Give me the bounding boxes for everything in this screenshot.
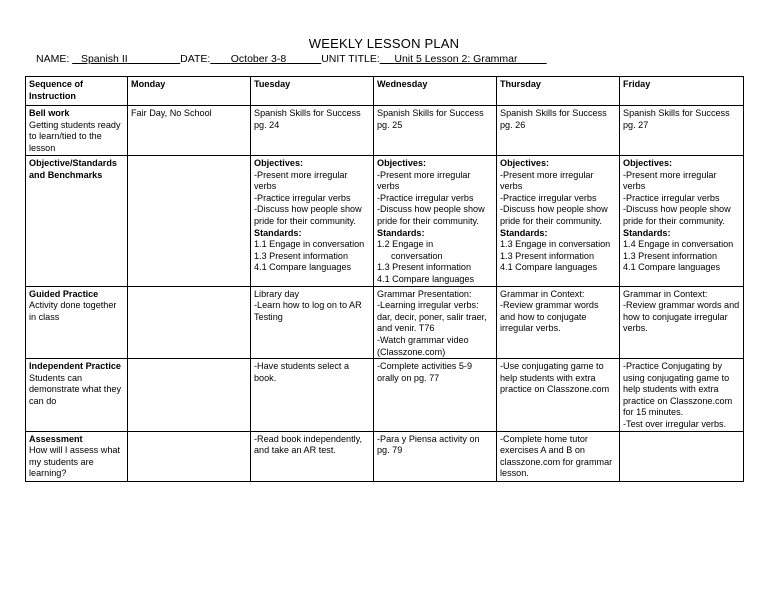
unit-value: Unit 5 Lesson 2: Grammar	[394, 53, 518, 65]
assessment-label: Assessment	[29, 433, 83, 444]
objectives-friday	[620, 156, 744, 287]
objective-item: -Practice irregular verbs	[623, 192, 720, 203]
objective-item: -Discuss how people show pride for their community.	[377, 204, 485, 226]
guided-item: -Learning irregular verbs: dar, decir, poner, salir traer, and venir. T76	[377, 300, 487, 334]
objective-item: -Present more irregular verbs	[623, 169, 717, 192]
guided-item: -Review grammar words and how to conjugate irregular verbs.	[500, 300, 599, 334]
independent-item: -Practice Conjugating by using conjugating game to help students with extra practice on Classzone.com for 15 minutes.	[623, 361, 733, 418]
independent-wednesday: -Complete activities 5-9 orally on pg. 77	[374, 359, 497, 432]
bellwork-wednesday: Spanish Skills for Success pg. 25	[374, 106, 497, 156]
independent-label-cell	[26, 359, 128, 432]
page-title: WEEKLY LESSON PLAN	[308, 36, 460, 51]
header-row	[26, 77, 744, 106]
objective-item: -Present more irregular verbs	[254, 169, 348, 192]
standard-item: 1.1 Engage in conversation	[254, 239, 365, 250]
guided-row	[26, 286, 744, 359]
objectives-tuesday	[251, 156, 374, 287]
objective-item: -Discuss how people show pride for their community.	[500, 204, 608, 226]
assessment-label-cell	[26, 431, 128, 481]
assessment-friday	[620, 431, 744, 481]
guided-item: Grammar Presentation:	[377, 288, 472, 299]
standard-item: 1.2 Engage in	[377, 239, 434, 250]
independent-item: -Test over irregular verbs.	[623, 419, 727, 430]
independent-thursday: -Use conjugating game to help students with extra practice on Classzone.com	[497, 359, 620, 432]
guided-item: Grammar in Context:	[623, 288, 708, 299]
guided-item: Library day	[254, 288, 299, 299]
assessment-wednesday: -Para y Piensa activity on pg. 79	[374, 431, 497, 481]
objective-item: -Present more irregular verbs	[500, 169, 594, 192]
standard-item: 1.4 Engage in conversation	[623, 239, 734, 250]
standard-item: 4.1 Compare languages	[377, 273, 475, 284]
objective-item: -Discuss how people show pride for their community.	[254, 204, 362, 226]
guided-desc: Activity done together in class	[29, 300, 117, 322]
objectives-label-cell	[26, 156, 128, 287]
assessment-monday	[128, 431, 251, 481]
unit-label: UNIT TITLE:	[321, 53, 380, 65]
header-monday: Monday	[128, 77, 251, 106]
bellwork-tuesday: Spanish Skills for Success pg. 24	[251, 106, 374, 156]
date-value: October 3-8	[230, 53, 287, 65]
objectives-thursday	[497, 156, 620, 287]
independent-friday	[620, 359, 744, 432]
independent-monday	[128, 359, 251, 432]
header-wednesday: Wednesday	[374, 77, 497, 106]
bellwork-label-cell	[26, 106, 128, 156]
guided-item: -Review grammar words and how to conjugate irregular verbs.	[623, 300, 740, 334]
standard-item: 4.1 Compare languages	[623, 262, 721, 273]
name-value: Spanish II	[80, 53, 128, 65]
header-thursday: Thursday	[497, 77, 620, 106]
objectives-wednesday	[374, 156, 497, 287]
guided-tuesday	[251, 286, 374, 359]
guided-item: Grammar in Context:	[500, 288, 585, 299]
standards-heading: Standards:	[254, 227, 302, 238]
objectives-heading: Objectives:	[623, 158, 673, 168]
assessment-tuesday: -Read book independently, and take an AR test.	[251, 431, 374, 481]
objectives-label: Objective/Standards and Benchmarks	[29, 158, 117, 180]
guided-item: -Learn how to log on to AR Testing	[254, 300, 362, 322]
objective-item: -Practice irregular verbs	[377, 192, 474, 203]
objectives-heading: Objectives:	[377, 158, 427, 168]
independent-label: Independent Practice	[29, 361, 121, 372]
independent-tuesday: -Have students select a book.	[251, 359, 374, 432]
objective-item: -Discuss how people show pride for their community.	[623, 204, 731, 226]
guided-wednesday	[374, 286, 497, 359]
header-tuesday: Tuesday	[251, 77, 374, 106]
bellwork-monday: Fair Day, No School	[128, 106, 251, 156]
guided-label: Guided Practice	[29, 288, 99, 299]
standard-item: 1.3 Engage in conversation	[500, 239, 611, 250]
standards-heading: Standards:	[623, 227, 671, 238]
standard-item: 4.1 Compare languages	[254, 262, 352, 273]
independent-desc: Students can demonstrate what they can do	[29, 372, 121, 406]
bellwork-friday: Spanish Skills for Success pg. 27	[620, 106, 744, 156]
objective-item: -Present more irregular verbs	[377, 169, 471, 192]
independent-row	[26, 359, 744, 432]
bellwork-desc: Getting students ready to learn/tied to the lesson	[29, 119, 121, 153]
info-line	[36, 53, 547, 65]
guided-monday	[128, 286, 251, 359]
guided-friday	[620, 286, 744, 359]
assessment-thursday: -Complete home tutor exercises A and B on classzone.com for grammar lesson.	[497, 431, 620, 481]
standard-item: 1.3 Present information	[623, 250, 718, 261]
standard-item: 1.3 Present information	[377, 262, 472, 273]
guided-thursday	[497, 286, 620, 359]
assessment-desc: How will I assess what my students are learning?	[29, 445, 120, 479]
objectives-heading: Objectives:	[500, 158, 550, 168]
objectives-monday	[128, 156, 251, 287]
objective-item: -Practice irregular verbs	[500, 192, 597, 203]
assessment-row	[26, 431, 744, 481]
standard-item: 1.3 Present information	[500, 250, 595, 261]
bellwork-thursday: Spanish Skills for Success pg. 26	[497, 106, 620, 156]
guided-item: -Watch grammar video (Classzone.com)	[377, 334, 469, 357]
objective-item: -Practice irregular verbs	[254, 192, 351, 203]
bellwork-row	[26, 106, 744, 156]
standards-heading: Standards:	[377, 227, 425, 238]
name-label: NAME:	[36, 53, 70, 65]
standards-heading: Standards:	[500, 227, 548, 238]
header-friday: Friday	[620, 77, 744, 106]
bellwork-label: Bell work	[29, 108, 70, 118]
header-sequence: Sequence of Instruction	[26, 77, 128, 106]
standard-item: 1.3 Present information	[254, 250, 349, 261]
standard-item-continued: conversation	[391, 250, 443, 261]
lesson-plan-table	[25, 76, 744, 482]
objectives-heading: Objectives:	[254, 158, 304, 168]
guided-label-cell	[26, 286, 128, 359]
standard-item: 4.1 Compare languages	[500, 262, 598, 273]
objectives-row	[26, 156, 744, 287]
date-label: DATE:	[180, 53, 211, 65]
